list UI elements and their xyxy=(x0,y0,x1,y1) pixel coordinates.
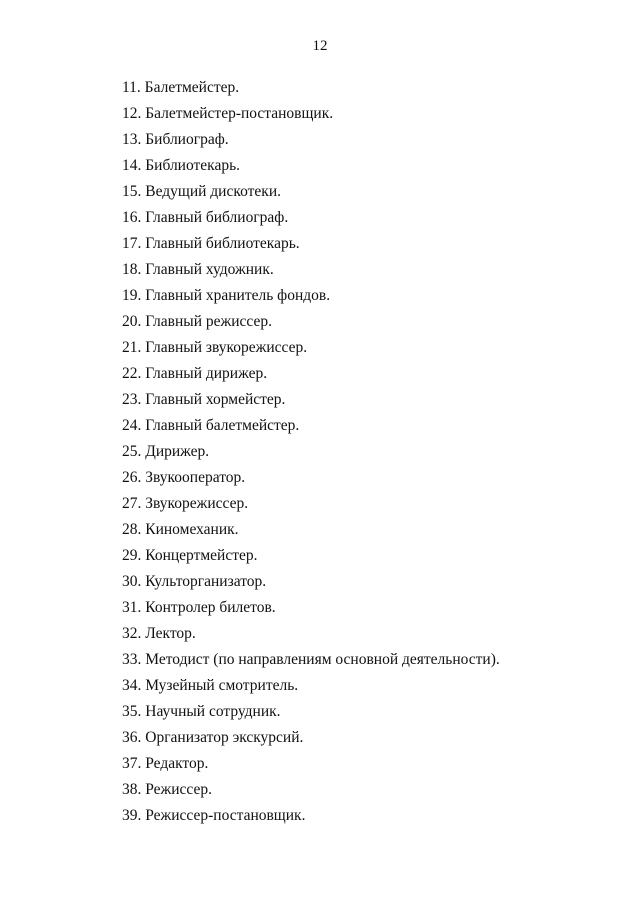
list-item: 25. Дирижер. xyxy=(122,443,210,460)
list-item: 30. Культорганизатор. xyxy=(122,573,267,590)
list-item: 21. Главный звукорежиссер. xyxy=(122,339,308,356)
list-item: 33. Методист (по направлениям основной деятельности). xyxy=(122,651,500,668)
list-item: 29. Концертмейстер. xyxy=(122,547,258,564)
list-item: 23. Главный хормейстер. xyxy=(122,391,286,408)
list-item: 16. Главный библиограф. xyxy=(122,209,289,226)
list-item: 35. Научный сотрудник. xyxy=(122,703,281,720)
list-item: 27. Звукорежиссер. xyxy=(122,495,249,512)
list-item: 24. Главный балетмейстер. xyxy=(122,417,300,434)
list-item: 38. Режиссер. xyxy=(122,781,213,798)
position-list xyxy=(122,78,500,832)
list-item: 26. Звукооператор. xyxy=(122,469,246,486)
list-item: 17. Главный библиотекарь. xyxy=(122,235,300,252)
list-item: 14. Библиотекарь. xyxy=(122,157,241,174)
list-item: 18. Главный художник. xyxy=(122,261,274,278)
list-item: 39. Режиссер-постановщик. xyxy=(122,807,306,824)
list-item: 28. Киномеханик. xyxy=(122,521,239,538)
list-item: 20. Главный режиссер. xyxy=(122,313,272,330)
list-item: 36. Организатор экскурсий. xyxy=(122,729,304,746)
list-item: 19. Главный хранитель фондов. xyxy=(122,287,331,304)
list-item: 22. Главный дирижер. xyxy=(122,365,268,382)
page-number: 12 xyxy=(312,38,328,54)
list-item: 11. Балетмейстер. xyxy=(122,79,240,96)
list-item: 34. Музейный смотритель. xyxy=(122,677,299,694)
list-item: 37. Редактор. xyxy=(122,755,209,772)
list-item: 12. Балетмейстер-постановщик. xyxy=(122,105,334,122)
list-item: 15. Ведущий дискотеки. xyxy=(122,183,282,200)
list-item: 31. Контролер билетов. xyxy=(122,599,276,616)
list-item: 13. Библиограф. xyxy=(122,131,229,148)
list-item: 32. Лектор. xyxy=(122,625,196,642)
